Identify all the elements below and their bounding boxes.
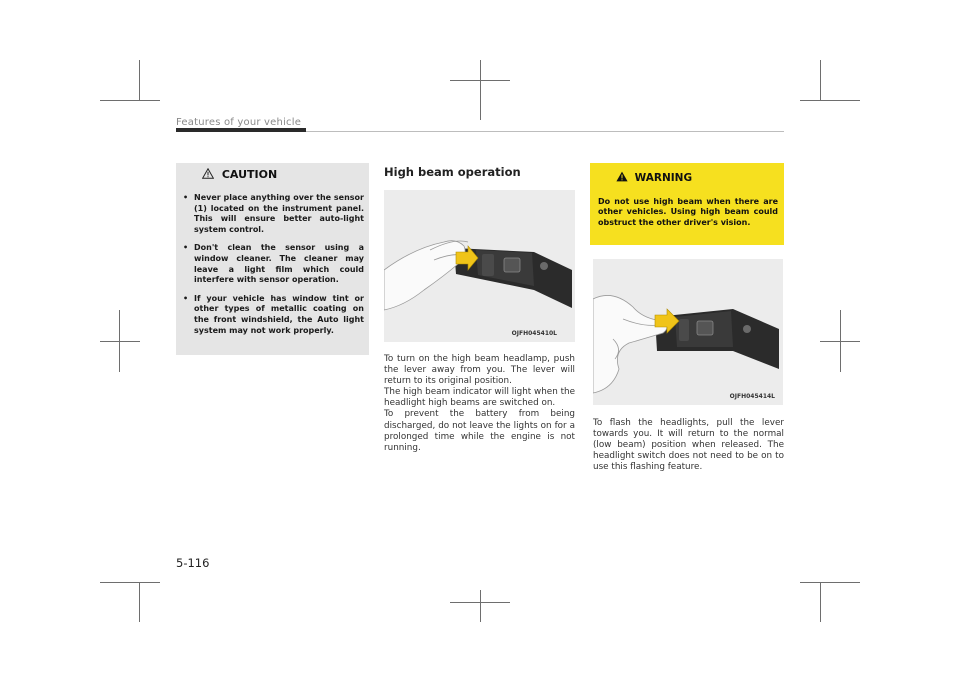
warning-title: WARNING (616, 171, 692, 184)
caution-item: • If your vehicle has window tint or other types of metallic coating on the front windshield, the Auto light system may not work properly. (180, 294, 364, 336)
figure-code: OJFH045410L (511, 330, 557, 337)
warning-box (590, 163, 784, 245)
hand-pushing-lever-illustration (384, 190, 575, 342)
paragraph: To turn on the high beam headlamp, push the lever away from you. The lever will return to its original position. (384, 354, 575, 387)
section-header: Features of your vehicle (176, 117, 302, 128)
page-number: 5-116 (176, 556, 210, 570)
high-beam-figure (384, 190, 575, 342)
flash-text: To flash the headlights, pull the lever towards you. It will return to the normal (low beam) position when released. The headlight switch does not need to be on to use this flashing feature. (593, 418, 784, 473)
header-bar (176, 128, 306, 132)
hand-pulling-lever-illustration (593, 259, 783, 405)
header-rule (306, 131, 784, 132)
flash-figure (593, 259, 783, 405)
paragraph: The high beam indicator will light when the headlight high beams are switched on. (384, 387, 576, 409)
caution-list (180, 193, 364, 344)
warning-text: Do not use high beam when there are other vehicles. Using high beam could obstruct the other driver's vision. (598, 197, 778, 227)
high-beam-text (384, 354, 575, 454)
caution-box (176, 163, 369, 355)
warning-triangle-icon (202, 168, 218, 181)
paragraph: To prevent the battery from being discharged, do not leave the lights on for a prolonged time while the engine is not running. (384, 409, 575, 453)
caution-title: CAUTION (202, 168, 277, 181)
caution-item: • Never place anything over the sensor (1) located on the instrument panel. This will ensure better auto-light system control. (180, 193, 364, 235)
warning-triangle-icon (616, 172, 635, 184)
section-title: High beam operation (384, 165, 521, 179)
caution-item: • Don't clean the sensor using a window cleaner. The cleaner may leave a light film which could interfere with sensor operation. (180, 243, 364, 285)
figure-code: OJFH045414L (729, 393, 775, 400)
